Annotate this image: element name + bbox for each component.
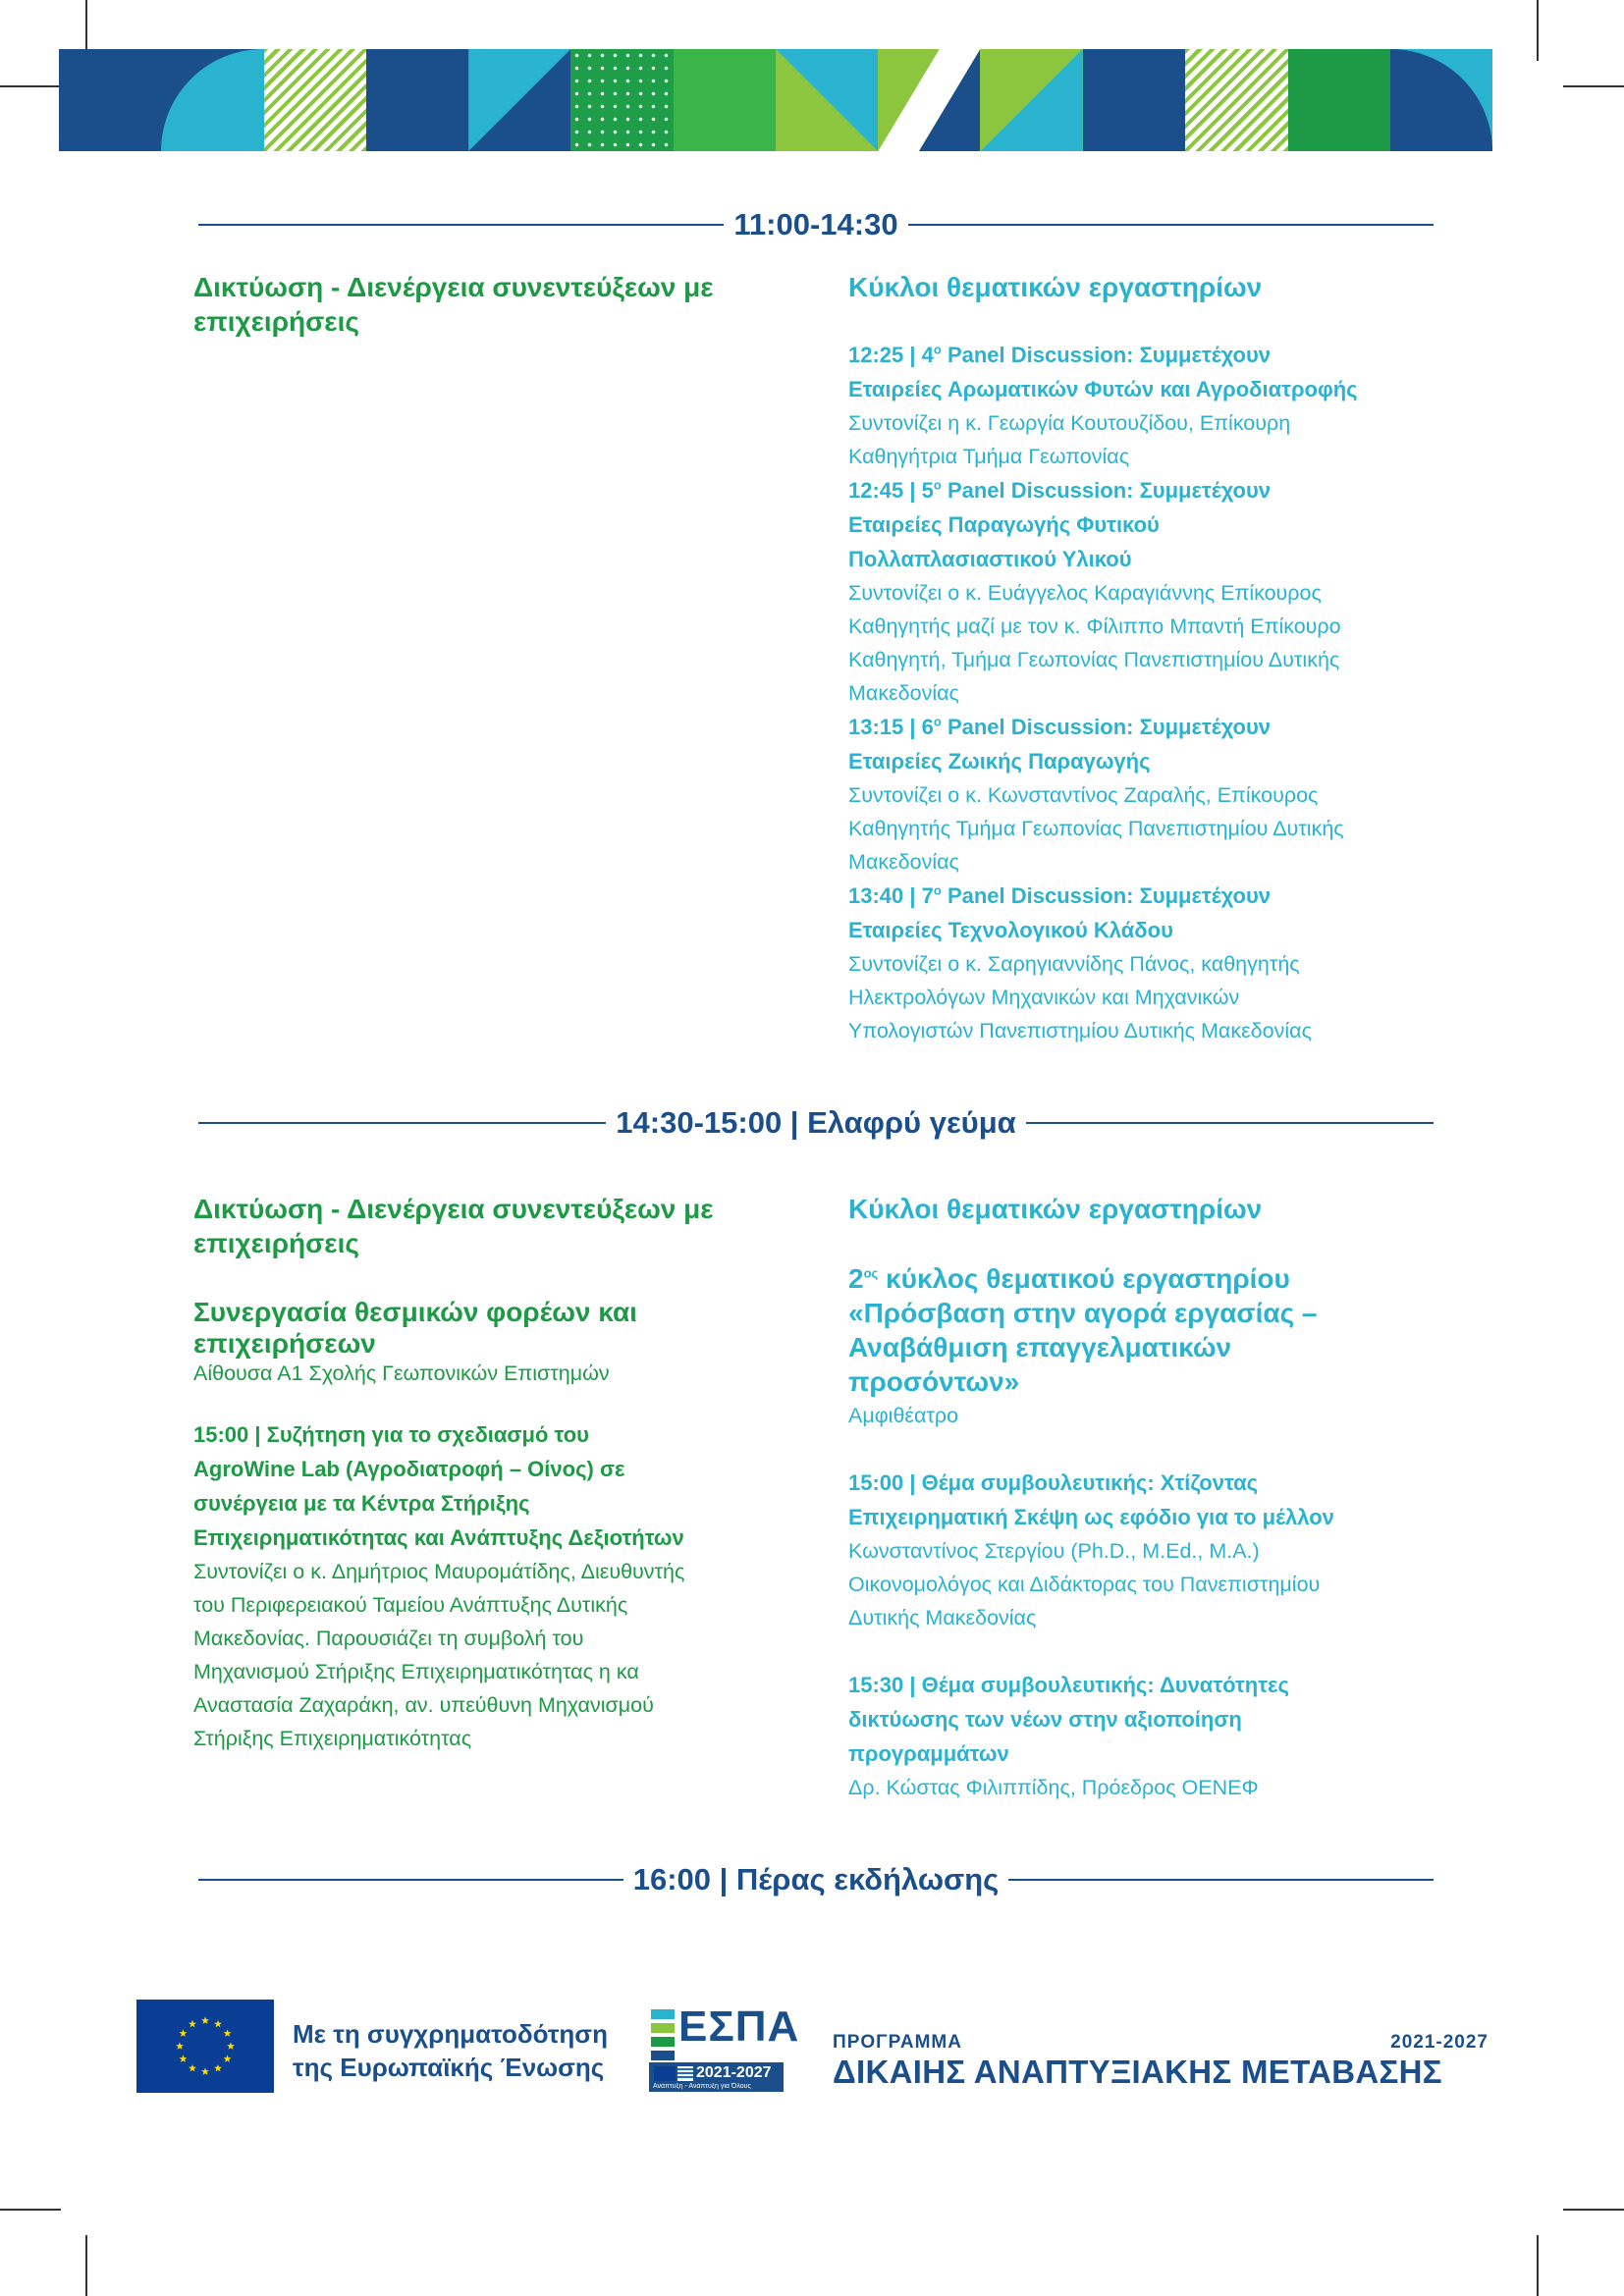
panel-title: 12:25 | $4^o$ Panel Discussion: Συμμετέχουν Εταιρείες Αρωματικών Φυτών και Αγροδιατροφής — [848, 342, 1358, 401]
program-logo — [833, 2032, 1489, 2091]
panel-description: Συντονίζει ο κ. Ευάγγελος Καραγιάννης Επίκουρος Καθηγητής μαζί με τον κ. Φίλιππο Μπαντή Επίκουρο Καθηγητή, Τμήμα Γεωπονίας Πανεπιστημίου Δυτικής Μακεδονίας — [848, 581, 1341, 705]
cycle-title: $2^{o\varsigma}$ κύκλος θεματικού εργαστηρίου «Πρόσβαση στην αγορά εργασίας – Αναβάθμιση επαγγελματικών προσόντων» — [848, 1263, 1318, 1397]
eu-star-icon — [201, 2016, 209, 2024]
crop-mark — [0, 2209, 61, 2211]
eu-star-icon — [224, 2029, 232, 2037]
banner-tile — [161, 49, 263, 151]
eu-star-icon — [179, 2055, 187, 2062]
program-label: ΠΡΟΓΡΑΜΜΑ — [833, 2032, 962, 2053]
workshops-block-2 — [848, 1192, 1457, 1804]
banner-tile — [981, 49, 1083, 151]
panel-title: 13:15 | $6^o$ Panel Discussion: Συμμετέχουν Εταιρείες Ζωικής Παραγωγής — [848, 714, 1272, 774]
panel-item — [848, 879, 1457, 1047]
talk-description: Δρ. Κώστας Φιλιππίδης, Πρόεδρος ΟΕΝΕΦ — [848, 1776, 1259, 1799]
eu-star-icon — [224, 2055, 232, 2062]
networking-block-2 — [193, 1192, 822, 1755]
banner-tile — [264, 49, 366, 151]
eu-star-icon — [189, 2064, 196, 2072]
espa-name: ΕΣΠΑ — [678, 2002, 800, 2051]
panel-description: Συντονίζει η κ. Γεωργία Κουτουζίδου, Επίκουρη Καθηγήτρια Τμήμα Γεωπονίας — [848, 411, 1291, 468]
crop-mark — [85, 2235, 87, 2296]
crop-mark — [1563, 85, 1624, 87]
banner-tile — [59, 49, 161, 151]
eu-star-icon — [227, 2042, 235, 2050]
section-time: 16:00 | Πέρας εκδήλωσης — [632, 1862, 1000, 1896]
banner-tile — [1390, 49, 1492, 151]
crop-mark — [1537, 0, 1539, 61]
workshops-title: Κύκλοι θεματικών εργαστηρίων — [848, 1194, 1263, 1224]
talk-title: 15:00 | Θέμα συμβουλευτικής: Χτίζοντας Επιχειρηματική Σκέψη ως εφόδιο για το μέλλον — [848, 1470, 1334, 1529]
banner-tile — [1185, 49, 1287, 151]
program-top-row — [833, 2032, 1489, 2054]
networking-title: Δικτύωση - Διενέργεια συνεντεύξεων με επιχειρήσεις — [193, 1194, 714, 1258]
panel-description: Συντονίζει ο κ. Κωνσταντίνος Ζαραλής, Επίκουρος Καθηγητής Τμήμα Γεωπονίας Πανεπιστημίου Δυτικής Μακεδονίας — [848, 783, 1344, 874]
networking-block — [193, 270, 802, 339]
crop-mark — [1563, 2209, 1624, 2211]
talk-description: Συντονίζει ο κ. Δημήτριος Μαυρομάτίδης, Διευθυντής του Περιφερειακού Ταμείου Ανάπτυξης Δυτικής Μακεδονίας. Παρουσιάζει τη συμβολή του Μηχανισμού Στήριξης Επιχειρηματικότητας η κα Αναστασία Ζαχαράκη, αν. υπεύθυνη Μηχανισμού Στήριξης Επιχειρηματικότητας — [193, 1560, 685, 1750]
divider-line — [1026, 1122, 1434, 1124]
espa-tagline: Ανάπτυξη - Ανάπτυξη για Όλους — [653, 2083, 751, 2090]
banner-tile — [366, 49, 468, 151]
eu-star-icon — [214, 2020, 222, 2028]
divider-line — [198, 1122, 606, 1124]
divider-line — [198, 1879, 623, 1881]
banner-tile — [674, 49, 776, 151]
panel-title: 13:40 | $7^o$ Panel Discussion: Συμμετέχουν Εταιρείες Τεχνολογικού Κλάδου — [848, 882, 1272, 942]
workshops-title: Κύκλοι θεματικών εργαστηρίων — [848, 272, 1263, 302]
banner-tile — [1288, 49, 1390, 151]
room-label: Αμφιθέατρο — [848, 1404, 959, 1427]
panel-item — [848, 710, 1457, 879]
divider-line — [1008, 1879, 1434, 1881]
room-label: Αίθουσα Α1 Σχολής Γεωπονικών Επιστημών — [193, 1362, 610, 1385]
eu-star-icon — [179, 2029, 187, 2037]
program-name: ΔΙΚΑΙΗΣ ΑΝΑΠΤΥΞΙΑΚΗΣ ΜΕΤΑΒΑΣΗΣ — [833, 2054, 1442, 2090]
cooperation-title: Συνεργασία θεσμικών φορέων και επιχειρήσεων — [193, 1297, 637, 1359]
banner-tile — [1083, 49, 1185, 151]
panel-description: Συντονίζει ο κ. Σαρηγιαννίδης Πάνος, καθηγητής Ηλεκτρολόγων Μηχανικών και Μηχανικών Υπολογιστών Πανεπιστημίου Δυτικής Μακεδονίας — [848, 952, 1312, 1042]
divider-line — [908, 224, 1434, 226]
espa-years: 2021-2027 — [696, 2064, 772, 2081]
header-banner — [59, 49, 1492, 151]
talk-description: Κωνσταντίνος Στεργίου (Ph.D., M.Ed., M.A.) Οικονομολόγος και Διδάκτορας του Πανεπιστημίου Δυτικής Μακεδονίας — [848, 1539, 1321, 1629]
section-divider — [198, 205, 1434, 244]
espa-logo — [645, 2000, 800, 2098]
eu-cofunding-text: Με τη συγχρηματοδότηση της Ευρωπαϊκής Ένωσης — [293, 2019, 608, 2082]
crop-mark — [0, 85, 61, 87]
banner-tile — [570, 49, 673, 151]
section-time: 14:30-15:00 | Ελαφρύ γεύμα — [616, 1105, 1016, 1140]
networking-title: Δικτύωση - Διενέργεια συνεντεύξεων με επιχειρήσεις — [193, 272, 714, 337]
talk-title: 15:00 | Συζήτηση για το σχεδιασμό του AgroWine Lab (Αγροδιατροφή – Οίνος) σε συνέργεια με τα Κέντρα Στήριξης Επιχειρηματικότητας και Ανάπτυξης Δεξιοτήτων — [193, 1422, 684, 1550]
divider-line — [198, 224, 724, 226]
talk-title: 15:30 | Θέμα συμβουλευτικής: Δυνατότητες δικτύωσης των νέων στην αξιοποίηση προγραμμάτων — [848, 1673, 1289, 1766]
program-years: 2021-2027 — [1390, 2032, 1489, 2053]
panel-title: 12:45 | $5^o$ Panel Discussion: Συμμετέχουν Εταιρείες Παραγωγής Φυτικού Πολλαπλασιαστικού Υλικού — [848, 477, 1272, 571]
panel-list — [848, 338, 1457, 1047]
panel-item — [848, 338, 1457, 473]
eu-star-icon — [189, 2020, 196, 2028]
eu-stars — [136, 2000, 274, 2093]
section-time: 11:00-14:30 — [733, 207, 898, 241]
eu-star-icon — [201, 2067, 209, 2075]
eu-star-icon — [214, 2064, 222, 2072]
panel-item — [848, 473, 1457, 710]
banner-tile — [776, 49, 878, 151]
eu-star-icon — [176, 2042, 184, 2050]
workshops-block — [848, 270, 1457, 1047]
banner-tile — [468, 49, 570, 151]
section-divider — [198, 1860, 1434, 1899]
section-divider — [198, 1103, 1434, 1143]
banner-tile — [878, 49, 980, 151]
crop-mark — [1537, 2235, 1539, 2296]
eu-flag-icon — [136, 2000, 274, 2093]
